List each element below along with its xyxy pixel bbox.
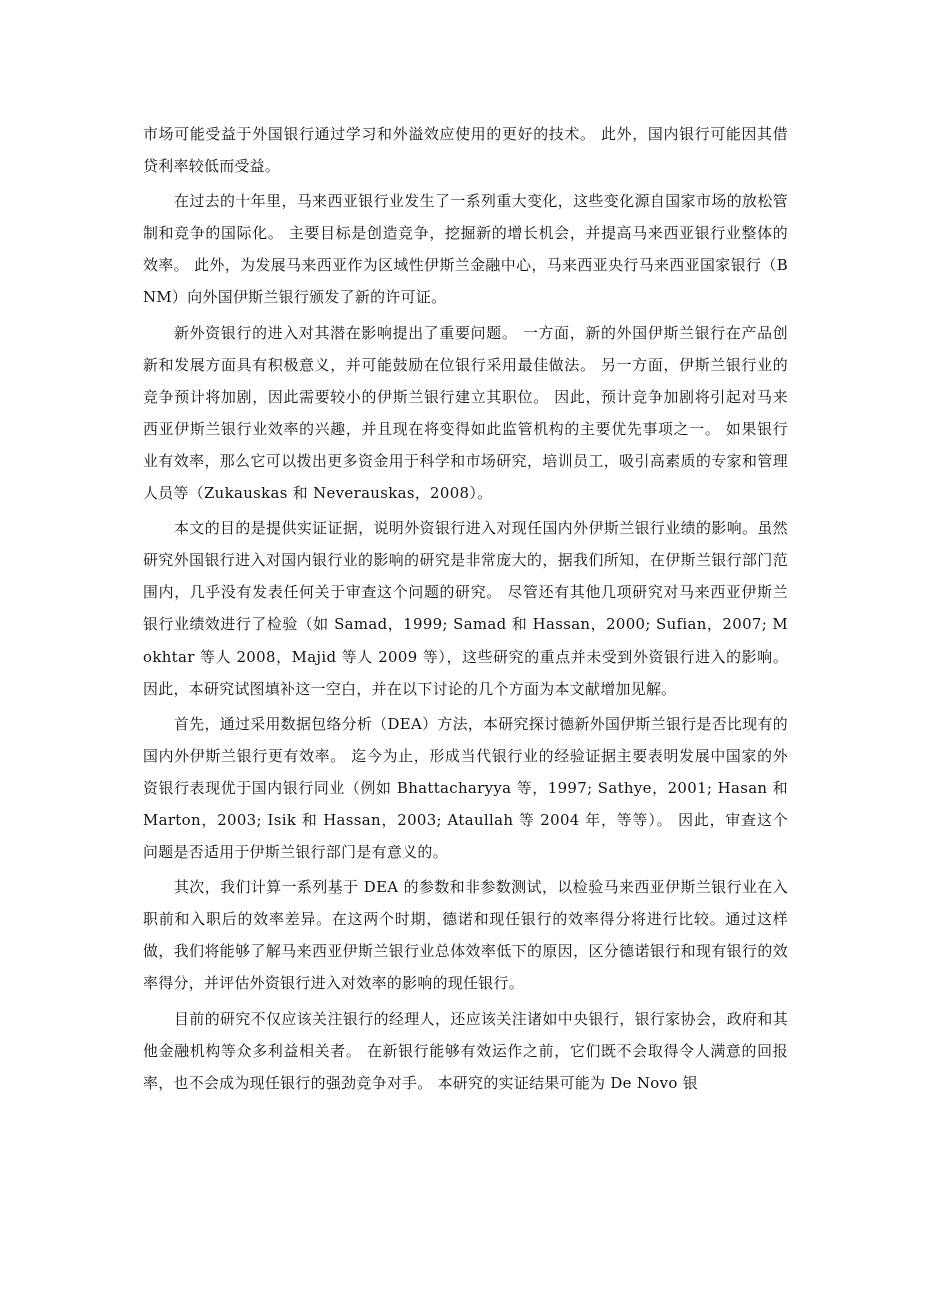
paragraph-7: 目前的研究不仅应该关注银行的经理人，还应该关注诸如中央银行，银行家协会，政府和其他金融机构等众多利益相关者。 在新银行能够有效运作之前，它们既不会取得令人满意的回报率，也不会成为现任银行的强劲竞争对手。 本研究的实证结果可能为 De Novo 银 <box>143 1009 788 1092</box>
document-body <box>143 118 788 1102</box>
paragraph-5: 首先，通过采用数据包络分析（DEA）方法，本研究探讨德新外国伊斯兰银行是否比现有的国内外伊斯兰银行更有效率。 迄今为止，形成当代银行业的经验证据主要表明发展中国家的外资银行表现优于国内银行同业（例如 Bhattacharyya 等，1997; Sathye，2001; Hasan 和 Marton，2003; Isik 和 Hassan，2003; Ataullah 等 2004 年，等等）。 因此，审查这个问题是否适用于伊斯兰银行部门是有意义的。 <box>143 714 788 862</box>
paragraph-4: 本文的目的是提供实证证据，说明外资银行进入对现任国内外伊斯兰银行业绩的影响。虽然研究外国银行进入对国内银行业的影响的研究是非常庞大的，据我们所知，在伊斯兰银行部门范围内，几乎没有发表任何关于审查这个问题的研究。 尽管还有其他几项研究对马来西亚伊斯兰银行业绩效进行了检验（如 Samad，1999; Samad 和 Hassan，2000; Sufian，2007; Mokhtar 等人 2008，Majid 等人 2009 等），这些研究的重点并未受到外资银行进入的影响。因此，本研究试图填补这一空白，并在以下讨论的几个方面为本文献增加见解。 <box>143 519 788 698</box>
paragraph-3: 新外资银行的进入对其潜在影响提出了重要问题。 一方面，新的外国伊斯兰银行在产品创新和发展方面具有积极意义，并可能鼓励在位银行采用最佳做法。 另一方面，伊斯兰银行业的竞争预计将加剧，因此需要较小的伊斯兰银行建立其职位。 因此，预计竞争加剧将引起对马来西亚伊斯兰银行业效率的兴趣，并且现在将变得如此监管机构的主要优先事项之一。 如果银行业有效率，那么它可以拨出更多资金用于科学和市场研究，培训员工，吸引高素质的专家和管理人员等（Zukauskas 和 Neverauskas，2008）。 <box>143 323 788 503</box>
paragraph-6: 其次，我们计算一系列基于 DEA 的参数和非参数测试，以检验马来西亚伊斯兰银行业在入职前和入职后的效率差异。在这两个时期，德诺和现任银行的效率得分将进行比较。通过这样做，我们将能够了解马来西亚伊斯兰银行业总体效率低下的原因，区分德诺银行和现有银行的效率得分，并评估外资银行进入对效率的影响的现任银行。 <box>143 878 788 993</box>
paragraph-1: 市场可能受益于外国银行通过学习和外溢效应使用的更好的技术。 此外，国内银行可能因其借贷利率较低而受益。 <box>143 125 788 176</box>
paragraph-2: 在过去的十年里，马来西亚银行业发生了一系列重大变化，这些变化源自国家市场的放松管制和竞争的国际化。 主要目标是创造竞争，挖掘新的增长机会，并提高马来西亚银行业整体的效率。 此外，为发展马来西亚作为区域性伊斯兰金融中心，马来西亚央行马来西亚国家银行（BNM）向外国伊斯兰银行颁发了新的许可证。 <box>143 192 788 307</box>
